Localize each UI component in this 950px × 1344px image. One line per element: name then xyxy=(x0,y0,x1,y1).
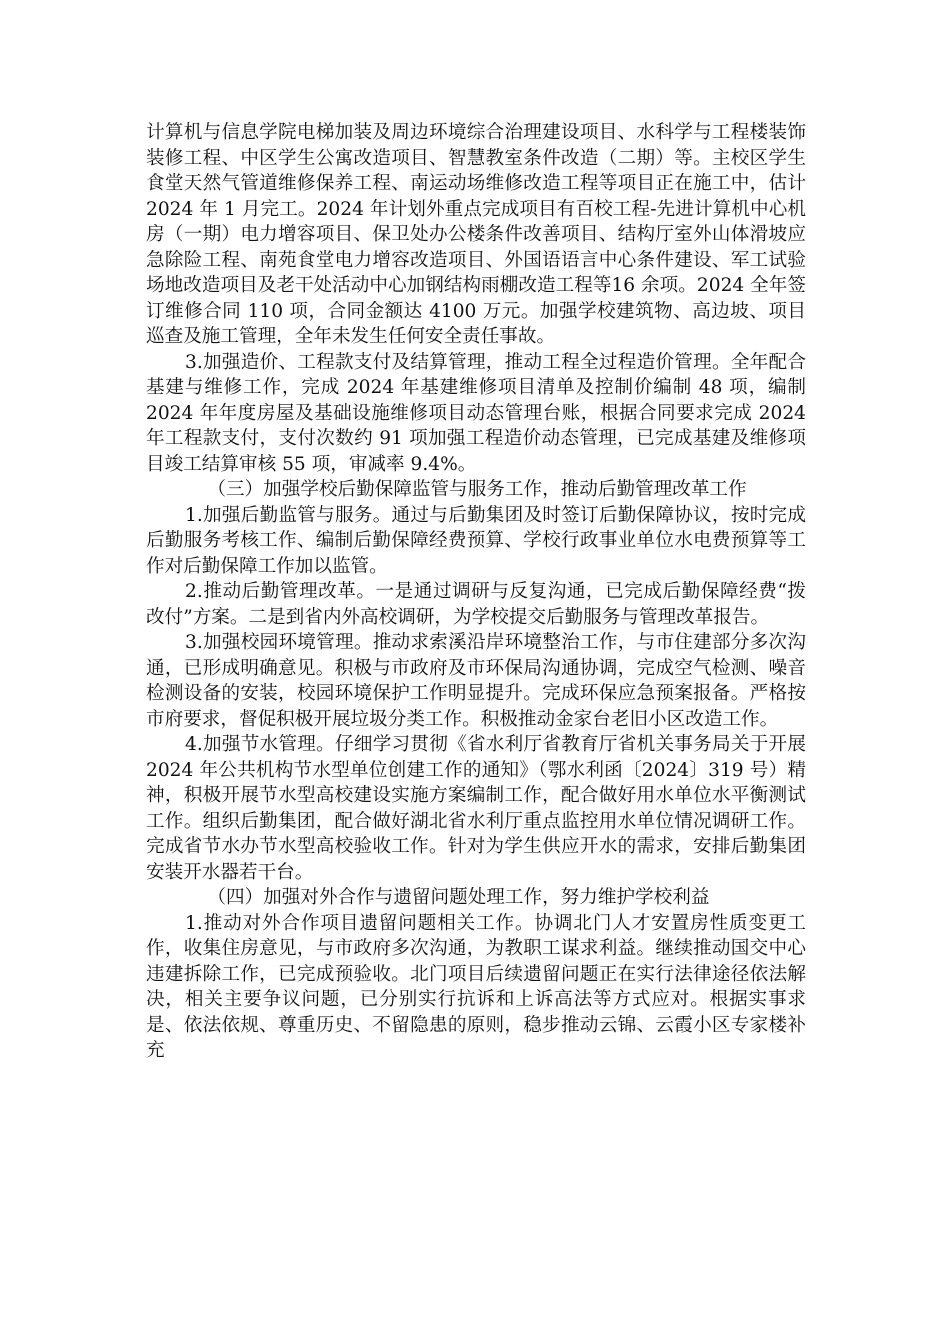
paragraph-logistics-supervision: 1.加强后勤监管与服务。通过与后勤集团及时签订后勤保障协议，按时完成后勤服务考核工作、编制后勤保障经费预算、学校行政事业单位水电费预算等工作对后勤保障工作加以监管。 xyxy=(146,504,806,577)
paragraph-campus-environment: 3.加强校园环境管理。推动求索溪沿岸环境整治工作，与市住建部分多次沟通，已形成明确意见。积极与市政府及市环保局沟通协调，完成空气检测、噪音检测设备的安装，校园环境保护工作明显提升。完成环保应急预案报备。严格按市府要求，督促积极开展垃圾分类工作。积极推动金家台老旧小区改造工作。 xyxy=(146,632,806,730)
section-heading-3: （三）加强学校后勤保障监管与服务工作，推动后勤管理改革工作 xyxy=(207,479,747,500)
paragraph-water-saving: 4.加强节水管理。仔细学习贯彻《省水利厅省教育厅省机关事务局关于开展 2024 年公共机构节水型单位创建工作的通知》（鄂水利函〔2024〕319 号）精神，积极开展节水型高校建设实施方案编制工作，配合做好用水单位水平衡测试工作。组织后勤集团，配合做好湖北省水利厅重点监控用水单位情况调研工作。完成省节水办节水型高校验收工作。针对为学生供应开水的需求，安排后勤集团安装开水器若干台。 xyxy=(146,734,806,883)
paragraph-continuation: 计算机与信息学院电梯加装及周边环境综合治理建设项目、水科学与工程楼装饰装修工程、中区学生公寓改造项目、智慧教室条件改造（二期）等。主校区学生食堂天然气管道维修保养工程、南运动场维修改造工程等项目正在施工中，估计 2024 年 1 月完工。2024 年计划外重点完成项目有百校工程-先进计算机中心机房（一期）电力增容项目、保卫处办公楼条件改善项目、结构厅室外山体滑坡应急除险工程、南苑食堂电力增容改造项目、外国语语言中心条件建设、军工试验场地改造项目及老干处活动中心加钢结构雨棚改造工程等16 余项。2024 全年签订维修合同 110 项，合同金额达 4100 万元。加强学校建筑物、高边坡、项目巡查及施工管理，全年未发生任何安全责任事故。 xyxy=(146,122,806,347)
paragraph-cost-management: 3.加强造价、工程款支付及结算管理，推动工程全过程造价管理。全年配合基建与维修工作，完成 2024 年基建维修项目清单及控制价编制 48 项，编制 2024 年年度房屋及基础设施维修项目动态管理台账，根据合同要求完成 2024 年工程款支付，支付次数约 91 项加强工程造价动态管理，已完成基建及维修项目竣工结算审核 55 项，审减率 9.4%。 xyxy=(146,351,806,475)
document-page xyxy=(146,120,806,1064)
paragraph-logistics-reform: 2.推动后勤管理改革。一是通过调研与反复沟通，已完成后勤保障经费“拨改付”方案。二是到省内外高校调研，为学校提交后勤服务与管理改革报告。 xyxy=(146,581,806,628)
section-heading-4: （四）加强对外合作与遗留问题处理工作，努力维护学校利益 xyxy=(207,887,710,908)
paragraph-external-cooperation: 1.推动对外合作项目遗留问题相关工作。协调北门人才安置房性质变更工作，收集住房意见，与市政府多次沟通，为教职工谋求利益。继续推动国交中心违建拆除工作，已完成预验收。北门项目后续遗留问题正在实行法律途径依法解决，相关主要争议问题，已分别实行抗诉和上诉高法等方式应对。根据实事求是、依法依规、尊重历史、不留隐患的原则，稳步推动云锦、云霞小区专家楼补充 xyxy=(146,912,806,1061)
